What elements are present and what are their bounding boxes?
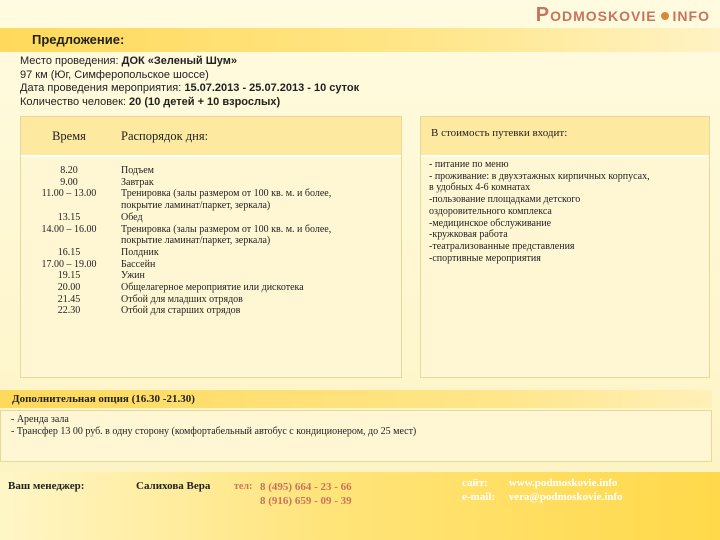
activity-item: покрытие ламинат/паркет, зеркала) (121, 200, 271, 212)
included-item: -пользование площадками детского (429, 194, 581, 206)
time-item: 22.30 (57, 305, 81, 317)
included-item: -театрализованные представления (429, 240, 575, 252)
included-item: оздоровительного комплекса (429, 205, 552, 217)
time-item: 11.00 – 13.00 (41, 188, 97, 200)
activity-list (117, 165, 397, 317)
activity-item: Тренировка (залы размером от 100 кв. м. и более, (121, 223, 332, 235)
email-line (462, 490, 623, 504)
activity-item: покрытие ламинат/паркет, зеркала) (121, 235, 271, 247)
included-item: -кружковая работа (429, 229, 508, 241)
manager-name: Салихова Вера (136, 480, 211, 492)
phone-label: тел: (234, 481, 253, 492)
site-label: сайт: (462, 477, 488, 489)
activity-item: Завтрак (121, 176, 154, 188)
activity-item: Общелагерное мероприятие или дискотека (121, 282, 304, 294)
phone-number: 8 (916) 659 - 09 - 39 (260, 495, 352, 507)
schedule-header (21, 117, 401, 157)
activity-item: Отбой для старших отрядов (121, 305, 241, 317)
activity-item: Тренировка (залы размером от 100 кв. м. и более, (121, 188, 332, 200)
time-item: 14.00 – 16.00 (41, 223, 97, 235)
time-item: 13.15 (57, 211, 81, 223)
time-item: 8.20 (60, 165, 78, 176)
dates-value: 15.07.2013 - 25.07.2013 - 10 суток (184, 82, 360, 94)
title-bar (0, 28, 720, 52)
email-label: e-mail: (462, 491, 495, 503)
manager-label: Ваш менеджер: (8, 480, 85, 492)
extra-option-item: - Аренда зала (11, 414, 69, 425)
logo (536, 4, 710, 27)
time-column-header: Время (52, 128, 86, 143)
schedule-body (21, 157, 401, 317)
included-header: В стоимость путевки входит: (421, 117, 709, 157)
site-link[interactable]: www.podmoskovie.info (508, 477, 618, 489)
activity-column-header: Распорядок дня: (121, 128, 209, 143)
logo-dot-icon (661, 12, 669, 20)
included-item: -медицинское обслуживание (429, 217, 552, 229)
people-label: Количество человек: (20, 95, 126, 108)
included-item: в удобных 4-6 комнатах (429, 182, 531, 194)
phone-list (260, 480, 352, 508)
included-box (420, 116, 710, 378)
venue-value: ДОК «Зеленый Шум» (121, 55, 238, 67)
time-list (21, 165, 117, 317)
activity-item: Бассейн (121, 258, 156, 270)
time-item: 16.15 (57, 246, 81, 258)
time-item: 19.15 (57, 270, 81, 282)
activity-item: Подъем (121, 165, 154, 176)
time-item: 17.00 – 19.00 (41, 258, 97, 270)
email-link[interactable]: vera@podmoskovie.info (508, 491, 623, 503)
web-contacts (462, 476, 623, 504)
site-line (462, 476, 623, 490)
extra-option-item: - Трансфер 13 00 руб. в одну сторону (комфортабельный автобус с кондиционером, до 25 мест) (11, 426, 417, 437)
people-value: 20 (10 детей + 10 взрослых) (129, 95, 281, 108)
activity-item: Отбой для младших отрядов (121, 293, 243, 305)
schedule-table (20, 116, 402, 378)
dates-line (20, 82, 359, 96)
included-item: - проживание: в двухэтажных кирпичных корпусах, (429, 170, 650, 182)
included-list (421, 157, 709, 264)
activity-item: Ужин (121, 270, 145, 282)
included-item: -спортивные мероприятия (429, 252, 541, 264)
extra-option-header: Дополнительная опция (16.30 -21.30) (0, 390, 712, 408)
time-item: 20.00 (57, 282, 81, 293)
time-spacer (21, 200, 117, 212)
venue-label: Место проведения: (20, 55, 119, 67)
offer-info (20, 55, 359, 109)
phone-number: 8 (495) 664 - 23 - 66 (260, 481, 352, 493)
time-spacer (21, 235, 117, 247)
logo-text: Podmoskovie (535, 4, 657, 26)
included-item: - питание по меню (429, 159, 509, 170)
page-title: Предложение: (32, 32, 125, 47)
time-item: 21.45 (57, 293, 81, 305)
contact-footer (0, 472, 720, 540)
location-line: 97 км (Юг, Симферопольское шоссе) (20, 68, 209, 81)
extra-option-list (0, 410, 712, 462)
venue-line (20, 55, 359, 69)
time-item: 9.00 (60, 176, 78, 188)
activity-item: Полдник (121, 246, 159, 258)
activity-item: Обед (121, 211, 143, 223)
people-line (20, 96, 359, 110)
logo-suffix: info (672, 4, 710, 26)
dates-label: Дата проведения мероприятия: (20, 82, 182, 94)
